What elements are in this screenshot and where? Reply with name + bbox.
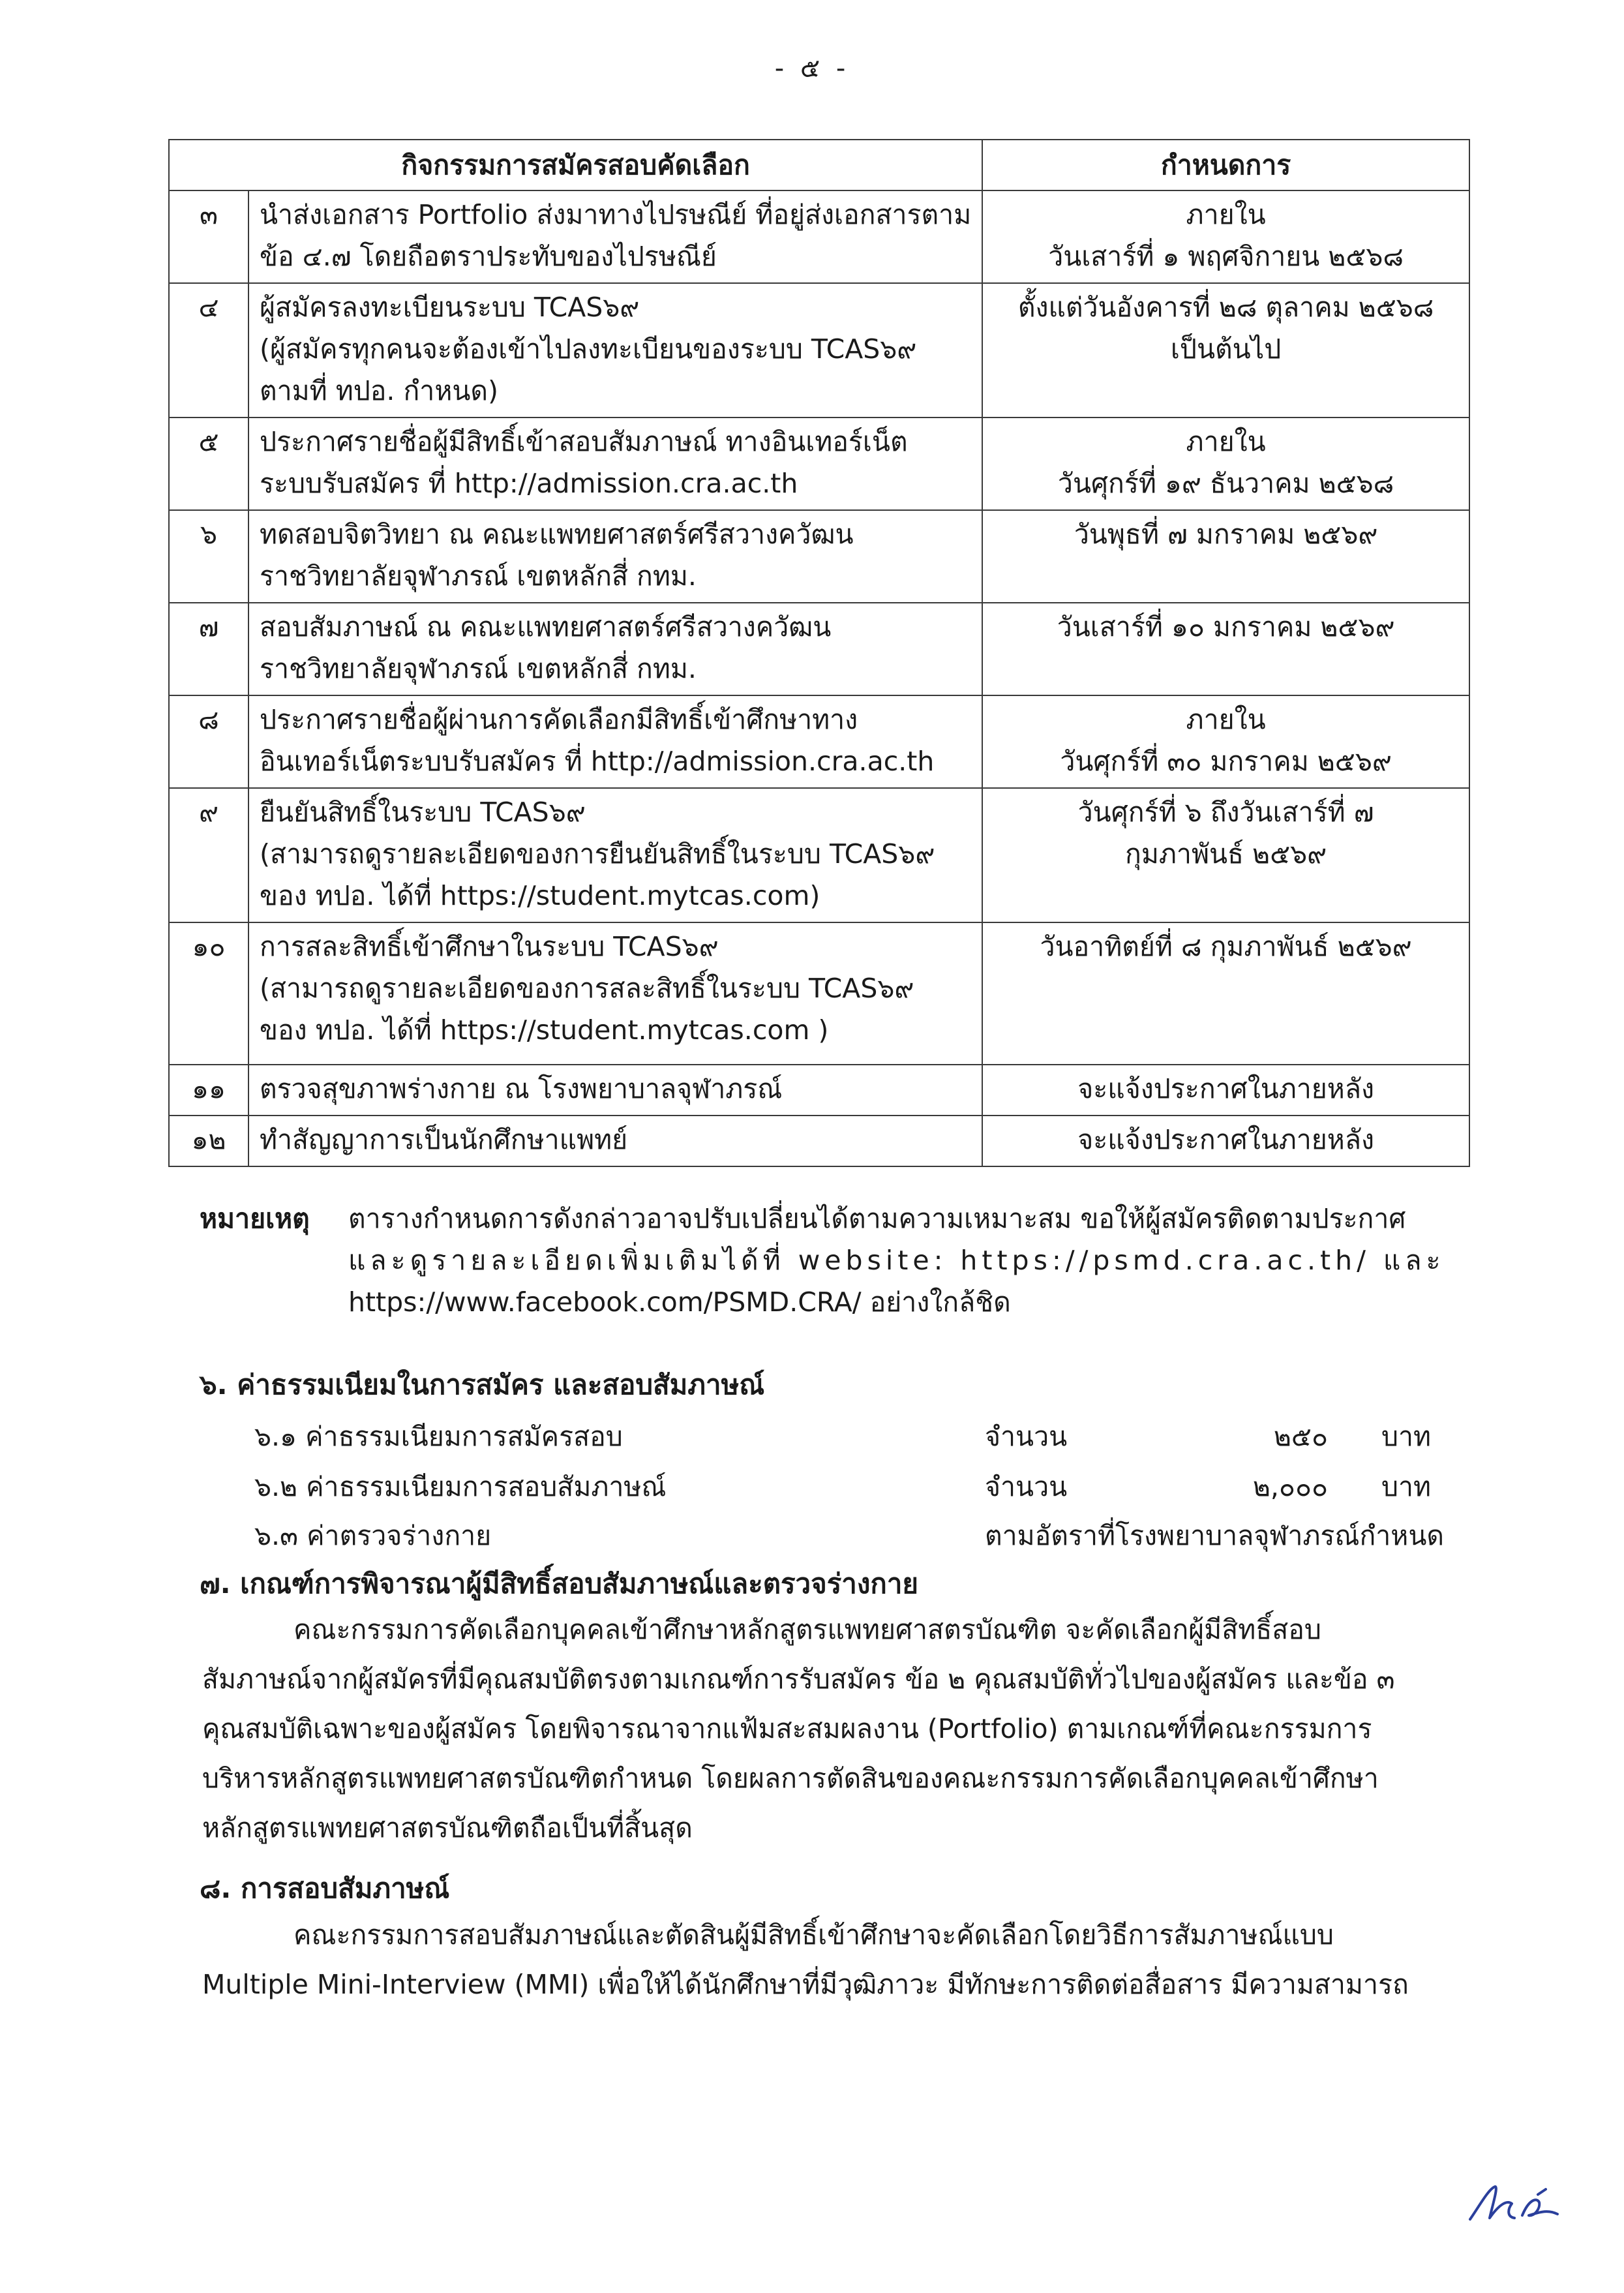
row-number: ๘ <box>169 695 248 788</box>
activity-cell <box>248 922 982 1065</box>
due-cell <box>982 1065 1469 1116</box>
activity-cell <box>248 418 982 510</box>
activity-line: ยืนยันสิทธิ์ในระบบ TCAS๖๙ <box>260 797 586 828</box>
section-8-heading: ๘. การสอบสัมภาษณ์ <box>200 1872 450 1904</box>
due-line: วันศุกร์ที่ ๑๙ ธันวาคม ๒๕๖๘ <box>1057 468 1394 499</box>
fee-rate: ตามอัตราที่โรงพยาบาลจุฬาภรณ์กำหนด <box>985 1520 1444 1551</box>
table-row <box>169 190 1469 283</box>
row-number: ๖ <box>169 510 248 603</box>
due-cell <box>982 418 1469 510</box>
fee-qty-label: จำนวน <box>985 1421 1068 1452</box>
fee-qty-label: จำนวน <box>985 1471 1068 1502</box>
due-line: วันศุกร์ที่ ๓๐ มกราคม ๒๕๖๙ <box>1060 746 1392 777</box>
activity-line: ทดสอบจิตวิทยา ณ คณะแพทยศาสตร์ศรีสวางควัฒน <box>260 519 854 550</box>
activity-line: ตามที่ ทปอ. กำหนด) <box>260 375 498 406</box>
note-label: หมายเหตุ <box>200 1203 310 1234</box>
activity-cell <box>248 695 982 788</box>
note-body <box>348 1198 1445 1323</box>
due-line: ตั้งแต่วันอังคารที่ ๒๘ ตุลาคม ๒๕๖๘ <box>1017 292 1434 323</box>
table-row <box>169 1116 1469 1166</box>
paragraph-line: หลักสูตรแพทยศาสตรบัณฑิตถือเป็นที่สิ้นสุด <box>202 1812 693 1844</box>
activity-cell <box>248 788 982 922</box>
activity-cell <box>248 283 982 418</box>
activity-line: นำส่งเอกสาร Portfolio ส่งมาทางไปรษณีย์ ที่อยู่ส่งเอกสารตาม <box>260 199 972 230</box>
activity-line: (สามารถดูรายละเอียดของการยืนยันสิทธิ์ในระบบ TCAS๖๙ <box>260 838 935 870</box>
due-cell <box>982 510 1469 603</box>
row-number: ๑๑ <box>169 1065 248 1116</box>
due-cell <box>982 603 1469 695</box>
due-cell <box>982 788 1469 922</box>
section-7-paragraph <box>202 1605 1441 1853</box>
activity-line: ประกาศรายชื่อผู้ผ่านการคัดเลือกมีสิทธิ์เข้าศึกษาทาง <box>260 704 858 735</box>
fee-item-label: ๖.๓ ค่าตรวจร่างกาย <box>254 1520 492 1551</box>
due-line: วันพุธที่ ๗ มกราคม ๒๕๖๙ <box>1074 519 1378 550</box>
activity-cell <box>248 1065 982 1116</box>
page-number: - ๕ - <box>774 53 850 84</box>
section-8-paragraph <box>202 1910 1441 2009</box>
fee-amount: ๒,๐๐๐ <box>1252 1471 1328 1502</box>
table-row <box>169 418 1469 510</box>
activity-cell <box>248 603 982 695</box>
row-number: ๔ <box>169 283 248 418</box>
activity-line: ของ ทปอ. ได้ที่ https://student.mytcas.com ) <box>260 1014 829 1046</box>
paragraph-line: คุณสมบัติเฉพาะของผู้สมัคร โดยพิจารณาจากแฟ้มสะสมผลงาน (Portfolio) ตามเกณฑ์ที่คณะกรรมการ <box>202 1713 1372 1744</box>
activity-line: ทำสัญญาการเป็นนักศึกษาแพทย์ <box>260 1124 628 1155</box>
row-number: ๑๐ <box>169 922 248 1065</box>
activity-line: ประกาศรายชื่อผู้มีสิทธิ์เข้าสอบสัมภาษณ์ ทางอินเทอร์เน็ต <box>260 426 908 457</box>
schedule-table <box>168 139 1470 1167</box>
activity-cell <box>248 510 982 603</box>
row-number: ๙ <box>169 788 248 922</box>
due-line: จะแจ้งประกาศในภายหลัง <box>1077 1073 1374 1104</box>
activity-line: ราชวิทยาลัยจุฬาภรณ์ เขตหลักสี่ กทม. <box>260 560 697 592</box>
row-number: ๗ <box>169 603 248 695</box>
table-row <box>169 510 1469 603</box>
table-row <box>169 603 1469 695</box>
section-6-heading: ๖. ค่าธรรมเนียมในการสมัคร และสอบสัมภาษณ์ <box>200 1369 765 1401</box>
activity-line: สอบสัมภาษณ์ ณ คณะแพทยศาสตร์ศรีสวางควัฒน <box>260 611 832 643</box>
due-line: วันศุกร์ที่ ๖ ถึงวันเสาร์ที่ ๗ <box>1077 797 1374 828</box>
table-row <box>169 695 1469 788</box>
section-7-heading: ๗. เกณฑ์การพิจารณาผู้มีสิทธิ์สอบสัมภาษณ์และตรวจร่างกาย <box>200 1568 919 1600</box>
table-header-row <box>169 140 1469 190</box>
activity-cell <box>248 1116 982 1166</box>
activity-line: ของ ทปอ. ได้ที่ https://student.mytcas.com) <box>260 880 820 911</box>
row-number: ๑๒ <box>169 1116 248 1166</box>
row-number: ๕ <box>169 418 248 510</box>
table-row <box>169 283 1469 418</box>
due-line: กุมภาพันธ์ ๒๕๖๙ <box>1125 838 1327 870</box>
fee-unit: บาท <box>1381 1471 1432 1502</box>
activity-line: (ผู้สมัครทุกคนจะต้องเข้าไปลงทะเบียนของระบบ TCAS๖๙ <box>260 333 917 365</box>
handwritten-signature <box>1466 2180 1564 2232</box>
paragraph-line: บริหารหลักสูตรแพทยศาสตรบัณฑิตกำหนด โดยผลการตัดสินของคณะกรรมการคัดเลือกบุคคลเข้าศึกษา <box>202 1763 1379 1794</box>
table-row <box>169 788 1469 922</box>
due-line: ภายใน <box>1186 426 1266 457</box>
due-line: วันอาทิตย์ที่ ๘ กุมภาพันธ์ ๒๕๖๙ <box>1040 931 1412 962</box>
paragraph-line: คณะกรรมการคัดเลือกบุคคลเข้าศึกษาหลักสูตรแพทยศาสตรบัณฑิต จะคัดเลือกผู้มีสิทธิ์สอบ <box>293 1614 1321 1645</box>
due-line: เป็นต้นไป <box>1170 333 1282 365</box>
activity-line: (สามารถดูรายละเอียดของการสละสิทธิ์ในระบบ TCAS๖๙ <box>260 973 914 1004</box>
due-line: จะแจ้งประกาศในภายหลัง <box>1077 1124 1374 1155</box>
due-line: วันเสาร์ที่ ๑ พฤศจิกายน ๒๕๖๘ <box>1048 241 1404 272</box>
paragraph-line: Multiple Mini-Interview (MMI) เพื่อให้ได้นักศึกษาที่มีวุฒิภาวะ มีทักษะการติดต่อสื่อสาร มีความสามารถ <box>202 1969 1409 2000</box>
activity-line: อินเทอร์เน็ตระบบรับสมัคร ที่ http://admission.cra.ac.th <box>260 746 935 777</box>
due-cell <box>982 922 1469 1065</box>
table-row <box>169 922 1469 1065</box>
due-line: ภายใน <box>1186 199 1266 230</box>
due-line: วันเสาร์ที่ ๑๐ มกราคม ๒๕๖๙ <box>1057 611 1395 643</box>
activity-line: การสละสิทธิ์เข้าศึกษาในระบบ TCAS๖๙ <box>260 931 719 962</box>
note-line: https://www.facebook.com/PSMD.CRA/ อย่างใกล้ชิด <box>348 1286 1011 1318</box>
note-line: และดูรายละเอียดเพิ่มเติมได้ที่ website: https://psmd.cra.ac.th/ และ <box>348 1245 1445 1276</box>
activity-line: ข้อ ๔.๗ โดยถือตราประทับของไปรษณีย์ <box>260 241 717 272</box>
row-number: ๓ <box>169 190 248 283</box>
activity-line: ราชวิทยาลัยจุฬาภรณ์ เขตหลักสี่ กทม. <box>260 653 697 684</box>
table-row <box>169 1065 1469 1116</box>
fee-amount: ๒๕๐ <box>1273 1421 1328 1452</box>
activity-cell <box>248 190 982 283</box>
column-header-activity: กิจกรรมการสมัครสอบคัดเลือก <box>169 140 982 190</box>
activity-line: ตรวจสุขภาพร่างกาย ณ โรงพยาบาลจุฬาภรณ์ <box>260 1073 783 1104</box>
due-cell <box>982 283 1469 418</box>
paragraph-line: สัมภาษณ์จากผู้สมัครที่มีคุณสมบัติตรงตามเกณฑ์การรับสมัคร ข้อ ๒ คุณสมบัติทั่วไปของผู้สมัคร และข้อ ๓ <box>202 1663 1395 1695</box>
fee-item-label: ๖.๒ ค่าธรรมเนียมการสอบสัมภาษณ์ <box>254 1471 667 1502</box>
fee-unit: บาท <box>1381 1421 1432 1452</box>
activity-line: ระบบรับสมัคร ที่ http://admission.cra.ac.th <box>260 468 798 499</box>
due-cell <box>982 190 1469 283</box>
due-line: ภายใน <box>1186 704 1266 735</box>
due-cell <box>982 1116 1469 1166</box>
fee-item-label: ๖.๑ ค่าธรรมเนียมการสมัครสอบ <box>254 1421 623 1452</box>
paragraph-line: คณะกรรมการสอบสัมภาษณ์และตัดสินผู้มีสิทธิ์เข้าศึกษาจะคัดเลือกโดยวิธีการสัมภาษณ์แบบ <box>293 1919 1334 1951</box>
note-line: ตารางกำหนดการดังกล่าวอาจปรับเปลี่ยนได้ตามความเหมาะสม ขอให้ผู้สมัครติดตามประกาศ <box>348 1203 1406 1234</box>
column-header-due: กำหนดการ <box>982 140 1469 190</box>
activity-line: ผู้สมัครลงทะเบียนระบบ TCAS๖๙ <box>260 292 640 323</box>
schedule-table-body <box>169 190 1469 1166</box>
due-cell <box>982 695 1469 788</box>
